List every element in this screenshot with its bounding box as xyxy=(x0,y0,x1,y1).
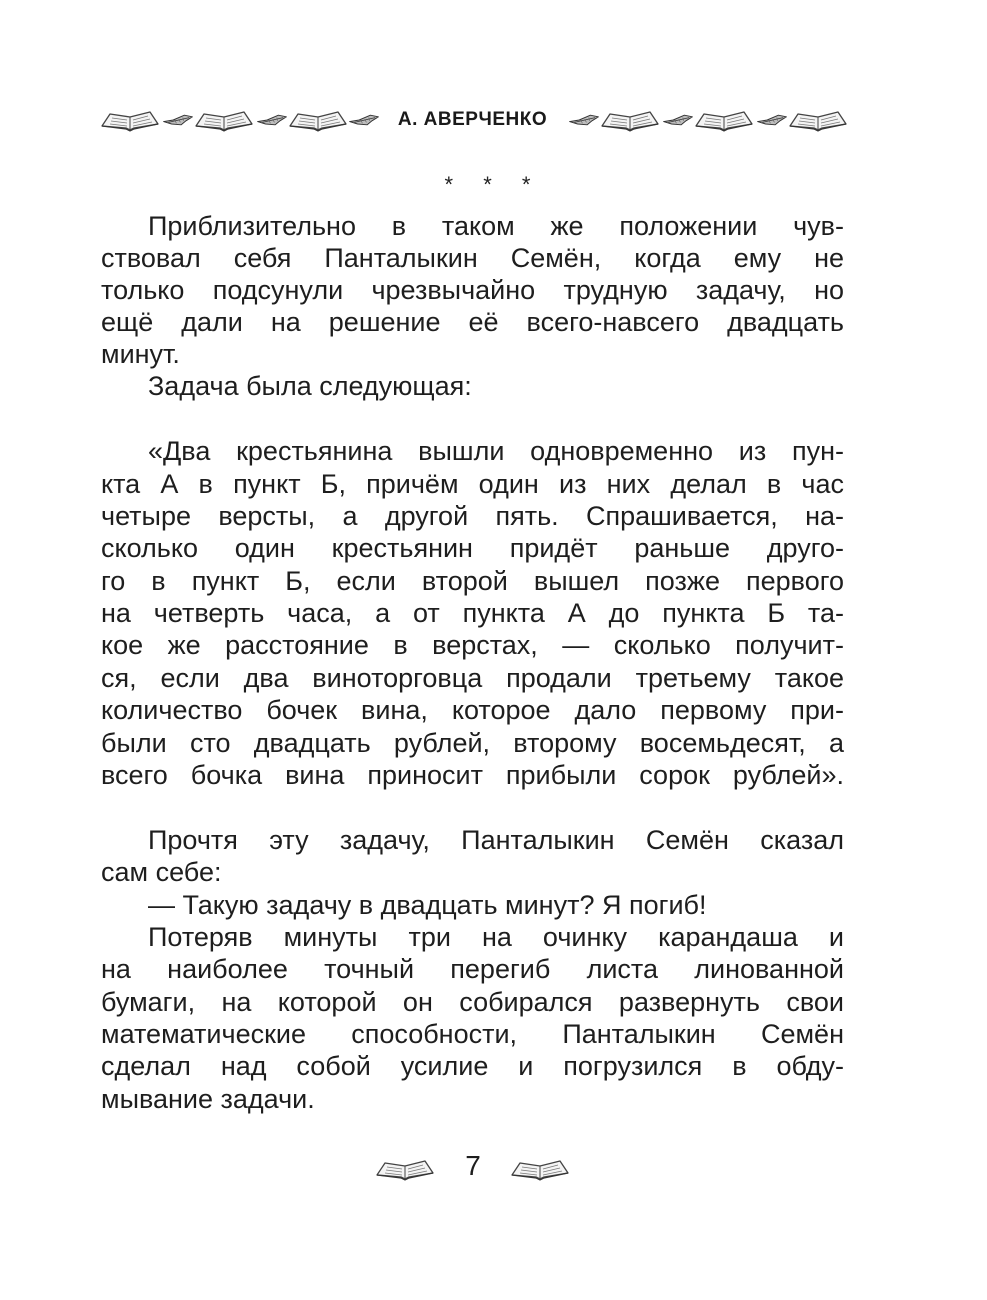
problem-line: кта А в пункт Б, причём один из них делал в час xyxy=(101,469,844,499)
section-separator: * * * xyxy=(444,172,543,197)
problem-line: ся, если два виноторговца продали третьему такое xyxy=(101,663,844,693)
text-line: Приблизительно в таком же положении чув- xyxy=(148,211,844,241)
book-ornament-icon xyxy=(510,1156,570,1182)
problem-line: количество бочек вина, которое дало первому при- xyxy=(101,695,844,725)
problem-line: четыре версты, а другой пять. Спрашивается, на- xyxy=(101,501,844,531)
text-line: только подсунули чрезвычайно трудную задачу, но xyxy=(101,275,844,305)
problem-line: сколько один крестьянин придёт раньше друго- xyxy=(101,533,844,563)
problem-line: всего бочка вина приносит прибыли сорок рублей». xyxy=(101,760,844,790)
text-line: ствовал себя Панталыкин Семён, когда ему не xyxy=(101,243,844,273)
book-ornament-icon xyxy=(375,1156,435,1182)
book-quill-ornament-icon xyxy=(100,100,380,140)
text-line: — Такую задачу в двадцать минут? Я погиб! xyxy=(148,890,707,920)
problem-line: были сто двадцать рублей, второму восемьдесят, а xyxy=(101,728,844,758)
text-line: Задача была следующая: xyxy=(148,371,472,401)
text-line: математические способности, Панталыкин Семён xyxy=(101,1019,844,1049)
text-line: бумаги, на которой он собирался развернуть свои xyxy=(101,987,844,1017)
running-header xyxy=(0,100,987,140)
text-line: Потеряв минуты три на очинку карандаша и xyxy=(148,922,844,952)
page-number: 7 xyxy=(465,1150,481,1181)
problem-line: го в пункт Б, если второй вышел позже первого xyxy=(101,566,844,596)
text-line: сам себе: xyxy=(101,857,222,887)
text-line: Прочтя эту задачу, Панталыкин Семён сказал xyxy=(148,825,844,855)
problem-line: на четверть часа, а от пункта А до пункта Б та- xyxy=(101,598,844,628)
text-line: ещё дали на решение её всего-навсего двадцать xyxy=(101,307,844,337)
page-footer xyxy=(0,1150,987,1190)
book-quill-ornament-icon xyxy=(568,100,848,140)
problem-line: кое же расстояние в верстах, — сколько получит- xyxy=(101,630,844,660)
text-line: мывание задачи. xyxy=(101,1084,315,1114)
problem-line: «Два крестьянина вышли одновременно из пун- xyxy=(148,436,844,466)
text-line: минут. xyxy=(101,339,180,369)
text-line: на наиболее точный перегиб листа линованной xyxy=(101,954,844,984)
text-line: сделал над собой усилие и погрузился в обду- xyxy=(101,1051,844,1081)
author-name: А. АВЕРЧЕНКО xyxy=(397,109,548,130)
